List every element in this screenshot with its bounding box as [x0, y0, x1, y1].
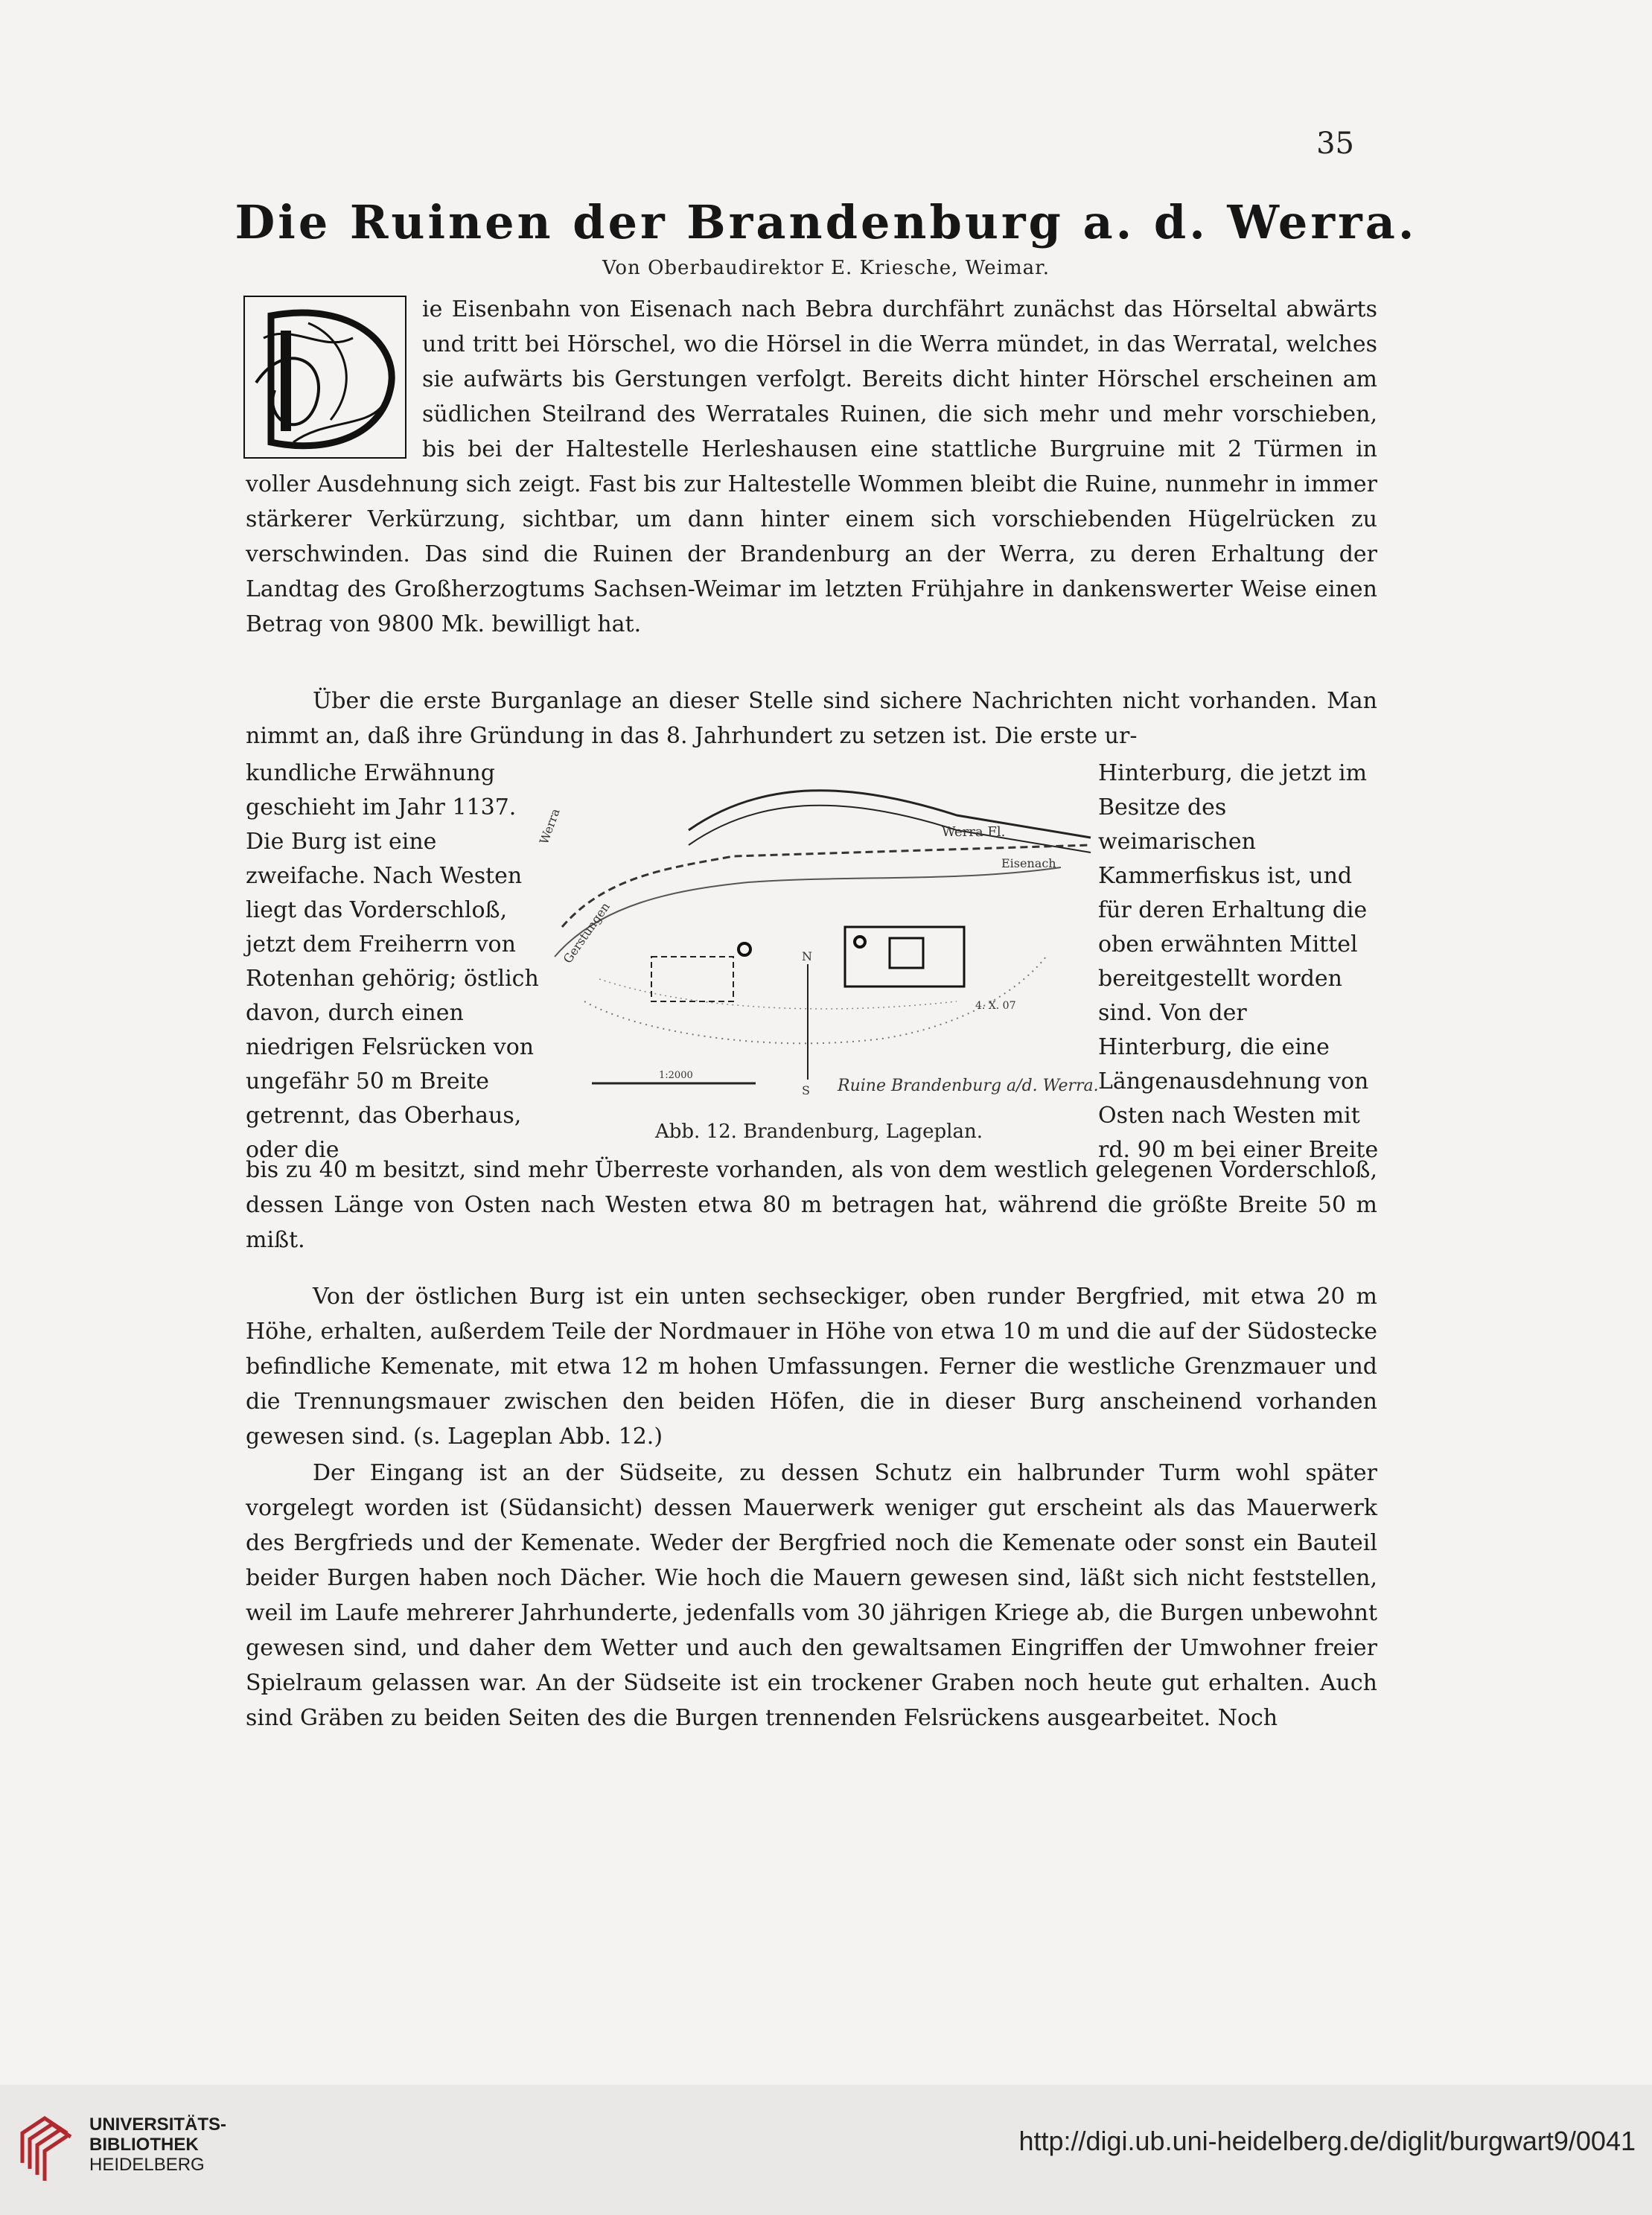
paragraph-2-end: bis zu 40 m besitzt, sind mehr Überreste vorhanden, als von dem westlich gelegenen Vorderschloß, dessen Länge von Osten nach Westen etwa 80 m betragen hat, während die größte Breite 50 m mißt.: [246, 1157, 1377, 1253]
article-byline: Von Oberbaudirektor E. Kriesche, Weimar.: [602, 257, 1050, 279]
paragraph-2-right-column: Hinterburg, die jetzt im Besitze des weimarischen Kammerfiskus ist, und für deren Erhaltung die oben erwähnten Mittel bereitgestellt worden sind. Von der Hinterburg, die eine Längenausdehnung von Osten nach Westen mit rd. 90 m bei einer Breite: [1098, 760, 1379, 1163]
figure-label-werra-left: Werra: [536, 806, 563, 847]
paragraph-1-text: ie Eisenbahn von Eisenach nach Bebra durchfährt zunächst das Hörseltal abwärts und tritt bei Hörschel, wo die Hörsel in die Werra mündet, in das Werratal, welches sie aufwärts bis Gerstungen verfolgt. Bereits dicht hinter Hörschel erscheinen am südlichen Steilrand des Werratales Ruinen, die sich mehr und mehr vorschieben, bis bei der Haltestelle Herleshausen eine stattliche Burgruine mit 2 Türmen in voller Ausdehnung sich zeigt. Fast bis zur Haltestelle Wommen bleibt die Ruine, nunmehr in immer stärkerer Verkürzung, sichtbar, um dann hinter einem sich vorschiebenden Hügelrücken zu verschwinden. Das sind die Ruinen der Brandenburg an der Werra, zu deren Erhaltung der Landtag des Großherzogtums Sachsen-Weimar im letzten Frühjahre in dankenswerter Weise einen Betrag von 9800 Mk. bewilligt hat.: [246, 296, 1377, 637]
page-number: 35: [1316, 127, 1354, 161]
figure-label-south: S: [802, 1083, 810, 1097]
paragraph-2-intro: Über die erste Burganlage an dieser Stelle sind sichere Nachrichten nicht vorhanden. Man nimmt an, daß ihre Gründung in das 8. Jahrhundert zu setzen ist. Die erste ur-: [246, 688, 1377, 749]
article-title: Die Ruinen der Brandenburg a. d. Werra.: [235, 195, 1417, 249]
figure-label-north: N: [802, 949, 812, 963]
figure-label-plan: Ruine Brandenburg a/d. Werra.: [838, 1077, 1099, 1095]
ornamental-initial-d-icon: [241, 293, 409, 461]
paragraph-1: [246, 292, 1377, 642]
page-url-link[interactable]: http://digi.ub.uni-heidelberg.de/diglit/burgwart9/0041: [1018, 2126, 1636, 2156]
paragraph-2-left-column: kundliche Erwähnung geschieht im Jahr 1137. Die Burg ist eine zweifache. Nach Westen liegt das Vorderschloß, jetzt dem Freiherrn von Rotenhan gehörig; östlich davon, durch einen niedrigen Felsrücken von ungefähr 50 m Breite getrennt, das Oberhaus, oder die: [246, 760, 539, 1163]
figure-label-date: 4. X. 07: [975, 1000, 1016, 1012]
paragraph-3: Von der östlichen Burg ist ein unten sechseckiger, oben runder Bergfried, mit etwa 20 m Höhe, erhalten, außerdem Teile der Nordmauer in Höhe von etwa 10 m und die auf der Südostecke befindliche Kemenate, mit etwa 12 m hohen Umfassungen. Ferner die westliche Grenzmauer und die Trennungsmauer zwischen den beiden Höfen, die in dieser Burg anscheinend vorhanden gewesen sind. (s. Lageplan Abb. 12.): [246, 1284, 1377, 1450]
university-library-logo-icon: [15, 2111, 74, 2185]
figure-label-rail: Eisenach: [1001, 856, 1056, 870]
figure-label-scale: 1:2000: [659, 1070, 693, 1081]
site-plan-figure: [536, 785, 1099, 1098]
library-name: UNIVERSITÄTS- BIBLIOTHEK HEIDELBERG: [89, 2114, 227, 2175]
figure-caption: Abb. 12. Brandenburg, Lageplan.: [654, 1121, 983, 1143]
paragraph-4: Der Eingang ist an der Südseite, zu dessen Schutz ein halbrunder Turm wohl später vorgelegt worden ist (Südansicht) dessen Mauerwerk weniger gut erscheint als das Mauerwerk des Bergfrieds und der Kemenate. Weder der Bergfried noch die Kemenate oder sonst ein Bauteil beider Burgen haben noch Dächer. Wie hoch die Mauern gewesen sind, läßt sich nicht feststellen, weil im Laufe mehrerer Jahrhunderte, jedenfalls vom 30 jährigen Kriege ab, die Burgen unbewohnt gewesen sind, und daher dem Wetter und auch den gewaltsamen Eingriffen der Umwohner freier Spielraum gelassen war. An der Südseite ist ein trockener Graben noch heute gut erhalten. Auch sind Gräben zu beiden Seiten des die Burgen trennenden Felsrückens ausgearbeitet. Noch: [246, 1460, 1377, 1731]
figure-label-river: Werra Fl.: [942, 824, 1006, 840]
figure-label-road: Gerstungen: [560, 899, 613, 966]
